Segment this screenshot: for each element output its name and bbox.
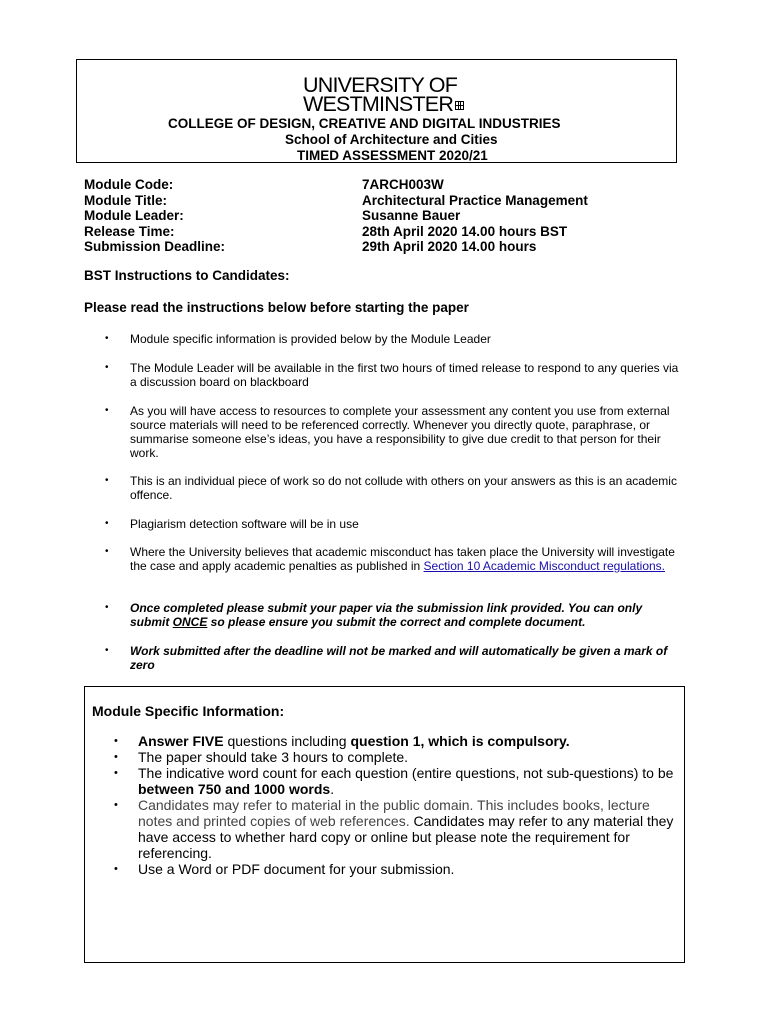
module-code-row	[84, 177, 684, 193]
bullet-icon: •	[105, 405, 109, 416]
module-specific-info-box	[84, 686, 685, 963]
module-specific-list	[114, 733, 679, 877]
bullet-icon: •	[114, 799, 118, 811]
module-specific-heading: Module Specific Information:	[92, 703, 285, 719]
info-text	[138, 733, 679, 749]
module-leader-label: Module Leader:	[84, 208, 184, 223]
module-code-label: Module Code:	[84, 177, 174, 192]
instruction-text-part: so please ensure you submit the correct and complete document.	[207, 615, 586, 629]
logo-line-1: UNIVERSITY OF	[303, 73, 458, 97]
instruction-text: This is an individual piece of work so do not collude with others on your answers as this is an academic offence.	[130, 474, 677, 502]
info-text-part: .	[330, 781, 335, 797]
module-title-value: Architectural Practice Management	[362, 192, 588, 208]
list-item	[114, 797, 679, 861]
instruction-text: The Module Leader will be available in the first two hours of timed release to respond to any queries via a discussion board on blackboard	[130, 361, 679, 389]
list-item	[104, 474, 679, 502]
bullet-icon: •	[114, 863, 118, 875]
instruction-text	[130, 601, 679, 629]
instruction-text: Plagiarism detection software will be in use	[130, 517, 359, 531]
info-text	[138, 765, 679, 797]
list-item	[104, 361, 679, 389]
module-title-label: Module Title:	[84, 192, 167, 208]
list-item	[104, 545, 679, 573]
module-details	[84, 177, 684, 255]
info-text-part: questions including	[223, 733, 351, 749]
module-leader-value: Susanne Bauer	[362, 208, 461, 223]
school-title: School of Architecture and Cities	[285, 132, 498, 147]
assessment-title: TIMED ASSESSMENT 2020/21	[297, 148, 488, 163]
list-item	[114, 861, 679, 877]
list-item	[114, 733, 679, 749]
instruction-text-part: Where the University believes that academic misconduct has taken place the University will investigate the case and apply academic penalties as published in	[130, 545, 675, 573]
info-text: The paper should take 3 hours to complete.	[138, 749, 409, 765]
list-item	[104, 404, 679, 460]
submission-deadline-label: Submission Deadline:	[84, 239, 226, 254]
header-box	[76, 59, 677, 163]
read-instructions-heading: Please read the instructions below before starting the paper	[84, 300, 469, 315]
info-text-part: The indicative word count for each question (entire questions, not sub-questions) to be	[138, 765, 674, 781]
instruction-text	[130, 545, 679, 573]
instruction-text: Module specific information is provided below by the Module Leader	[130, 332, 491, 346]
release-time-label: Release Time:	[84, 223, 175, 239]
submission-deadline-value: 29th April 2020 14.00 hours	[362, 239, 537, 254]
bullet-icon: •	[105, 362, 109, 373]
list-item	[104, 332, 679, 346]
list-item	[104, 517, 679, 531]
module-leader-row	[84, 208, 684, 224]
logo-grid-icon	[455, 101, 464, 110]
info-bold: question 1, which is compulsory.	[350, 733, 570, 749]
info-text-part: Candidates may refer to any material they have access to whether hard copy or online but please note the requirement for referencing.	[138, 813, 674, 861]
module-code-value: 7ARCH003W	[362, 177, 444, 192]
info-text	[138, 797, 679, 861]
list-item	[114, 749, 679, 765]
logo-line-2: WESTMINSTER	[303, 92, 454, 116]
bullet-icon: •	[114, 735, 118, 747]
bst-instructions-heading: BST Instructions to Candidates:	[84, 268, 290, 283]
instruction-text: Work submitted after the deadline will not be marked and will automatically be given a mark of zero	[130, 644, 668, 672]
bullet-icon: •	[114, 767, 118, 779]
info-text: Use a Word or PDF document for your submission.	[138, 861, 455, 877]
bullet-icon: •	[105, 645, 109, 656]
info-bold: Answer FIVE	[138, 733, 224, 749]
submission-deadline-row	[84, 239, 684, 255]
list-item	[104, 644, 679, 672]
university-logo	[303, 73, 464, 116]
release-time-value: 28th April 2020 14.00 hours BST	[362, 223, 568, 239]
bullet-icon: •	[105, 475, 109, 486]
once-emphasis: ONCE	[172, 615, 208, 629]
instruction-text: As you will have access to resources to complete your assessment any content you use from external source materials will need to be referenced correctly. Whenever you directly quote, paraphrase, or summarise someone else’s ideas, you have a responsibility to give due credit to that person for their work.	[130, 404, 670, 460]
module-title-row	[84, 193, 684, 209]
bullet-icon: •	[105, 333, 109, 344]
bullet-icon: •	[105, 546, 109, 557]
info-bold: between 750 and 1000 words	[138, 781, 331, 797]
bullet-icon: •	[105, 602, 109, 613]
misconduct-regulations-link[interactable]: Section 10 Academic Misconduct regulations.	[423, 559, 665, 573]
list-item	[114, 765, 679, 797]
college-title: COLLEGE OF DESIGN, CREATIVE AND DIGITAL INDUSTRIES	[168, 116, 561, 131]
instruction-text-part: Once completed please submit your paper via the submission link provided. You can only submit	[130, 601, 643, 629]
bullet-icon: •	[105, 518, 109, 529]
release-time-row	[84, 224, 684, 240]
info-text-part: Candidates may refer to material in the public domain. This includes books, lecture notes and printed copies of web references.	[138, 797, 650, 829]
bullet-icon: •	[114, 751, 118, 763]
list-item	[104, 601, 679, 629]
